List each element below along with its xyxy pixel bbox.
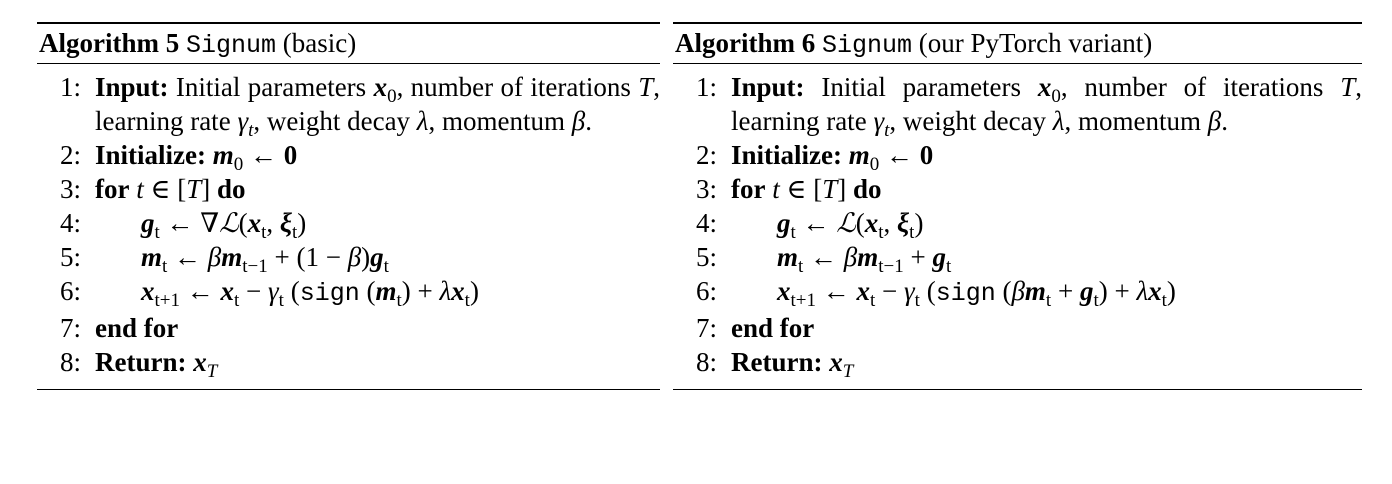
caption-label: Algorithm 5 xyxy=(39,28,180,58)
caption-name: Signum xyxy=(821,31,912,60)
algorithm-5-block xyxy=(37,22,660,390)
algorithm-line: 3: for t ∈ [T] do xyxy=(37,172,660,206)
algorithm-line: 5: $m_t$ ← $\beta m_{t-1} + (1 - \beta)g_t$ xyxy=(37,240,660,274)
algorithm-line: 7: end for xyxy=(37,311,660,345)
line-number: 6: xyxy=(59,276,81,306)
line-number: 4: xyxy=(695,208,717,238)
algorithm-lines xyxy=(673,64,1362,382)
algorithm-line: 8: Return: $x_T$ xyxy=(673,345,1362,379)
algorithm-6-block xyxy=(673,22,1362,390)
algorithm-caption xyxy=(37,24,660,63)
algorithm-line: 8: Return: $x_T$ xyxy=(37,345,660,379)
algorithm-line: 6: $x_{t+1}$ ← $x_t - \gamma_t$ (sign $(\beta m_t + g_t) + \lambda x_t$) xyxy=(673,274,1362,311)
algorithm-line: 6: $x_{t+1}$ ← $x_t - \gamma_t$ (sign $(m_t) + \lambda x_t$) xyxy=(37,274,660,311)
algorithm-line: 7: end for xyxy=(673,311,1362,345)
algorithm-line: 2: Initialize: $m_0$ ← 0 xyxy=(673,138,1362,172)
line-number: 8: xyxy=(695,347,717,377)
caption-suffix: (basic) xyxy=(282,28,357,58)
line-number: 4: xyxy=(59,208,81,238)
bottom-rule xyxy=(37,389,660,390)
line-number: 6: xyxy=(695,276,717,306)
line-number: 5: xyxy=(59,242,81,272)
algorithm-line: 4: $g_t$ ← $\nabla ℒ(x_t$, $\xi_t$) xyxy=(37,206,660,240)
line-number: 3: xyxy=(59,174,81,204)
algorithm-line: 1: Input: Initial parameters $x_0$, number of iterations T, learning rate $\gamma_t$, weight decay λ, momentum β. xyxy=(37,70,660,138)
line-number: 8: xyxy=(59,347,81,377)
algorithm-caption xyxy=(673,24,1362,63)
caption-label: Algorithm 6 xyxy=(675,28,816,58)
caption-suffix: (our PyTorch variant) xyxy=(918,28,1153,58)
line-number: 3: xyxy=(695,174,717,204)
line-number: 5: xyxy=(695,242,717,272)
algorithm-lines xyxy=(37,64,660,382)
algorithm-line: 2: Initialize: $m_0$ ← 0 xyxy=(37,138,660,172)
line-number: 1: xyxy=(59,72,81,102)
bottom-rule xyxy=(673,389,1362,390)
line-number: 1: xyxy=(695,72,717,102)
algorithm-line: 5: $m_t$ ← $\beta m_{t-1} + g_t$ xyxy=(673,240,1362,274)
line-number: 7: xyxy=(59,313,81,343)
line-number: 2: xyxy=(59,140,81,170)
line-number: 2: xyxy=(695,140,717,170)
line-number: 7: xyxy=(695,313,717,343)
algorithm-line: 4: $g_t$ ← $ℒ(x_t$, $\xi_t$) xyxy=(673,206,1362,240)
algorithm-line: 3: for t ∈ [T] do xyxy=(673,172,1362,206)
algorithm-line: 1: Input: Initial parameters $x_0$, number of iterations T, learning rate $\gamma_t$, weight decay λ, momentum β. xyxy=(673,70,1362,138)
caption-name: Signum xyxy=(185,31,276,60)
